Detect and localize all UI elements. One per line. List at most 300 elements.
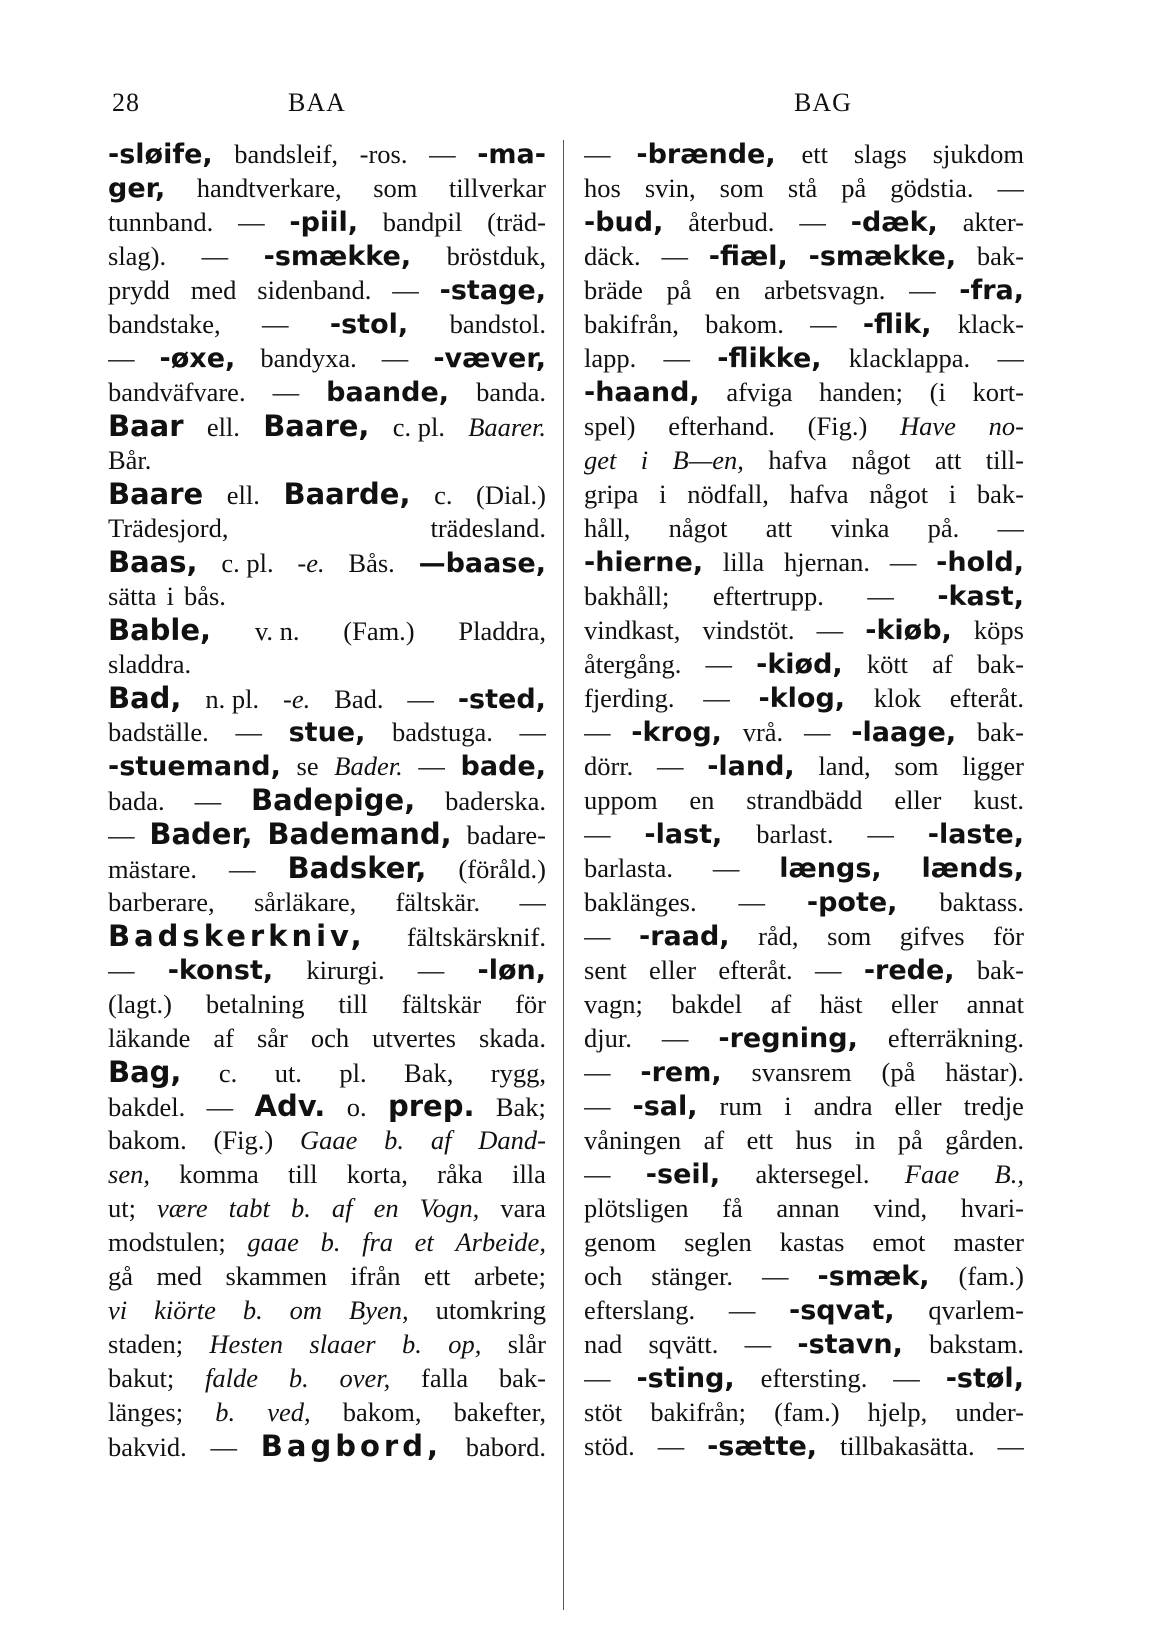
word: komma — [179, 1159, 259, 1189]
headword: Baas, — [108, 545, 198, 579]
word: hjernan. — [783, 547, 871, 577]
word: — — [519, 717, 546, 747]
word: bakut; — [108, 1363, 175, 1393]
text-line — [108, 1429, 546, 1463]
left-guide-word: BAA — [288, 88, 346, 117]
word: en — [715, 275, 741, 305]
word: köps — [973, 615, 1024, 645]
word: — — [889, 547, 917, 577]
word: Pladdra, — [458, 616, 546, 646]
word: Gaae — [299, 1125, 358, 1155]
word: sår — [256, 1023, 288, 1053]
word: för — [993, 921, 1024, 951]
word: vind, — [873, 1193, 928, 1223]
word: (fam.) — [774, 1397, 840, 1427]
word: med — [156, 1261, 203, 1291]
word: badare- — [466, 820, 546, 850]
text-line — [108, 1157, 546, 1191]
word: — — [584, 1091, 611, 1121]
word: gödstia. — [890, 173, 974, 203]
word: efteråt. — [718, 955, 793, 985]
word: något — [869, 479, 929, 509]
headword: Badepige, — [251, 783, 416, 817]
word: (i — [929, 377, 946, 407]
word: barlast. — [756, 819, 834, 849]
headword: -bud, — [584, 207, 664, 238]
word: — — [229, 854, 256, 884]
word: i — [659, 479, 667, 509]
word: vinka — [830, 513, 890, 543]
word: vagn; — [584, 989, 643, 1019]
word: kort- — [972, 377, 1024, 407]
word: aktersegel. — [755, 1159, 870, 1189]
page-header — [112, 88, 1047, 128]
word: stänger. — [651, 1261, 733, 1291]
text-line — [584, 1157, 1024, 1191]
word: — — [728, 1295, 756, 1325]
word: hvari- — [960, 1193, 1024, 1223]
word: (föråld.) — [458, 854, 546, 884]
headword: -fiæl, — [708, 241, 788, 272]
word: hus — [795, 1125, 833, 1155]
word: af — [213, 1023, 234, 1053]
word: råd, — [758, 921, 799, 951]
word: ved, — [267, 1397, 311, 1427]
word: vindkast, — [584, 615, 681, 645]
word: vrå. — [742, 717, 784, 747]
word: ligger — [962, 751, 1024, 781]
headword: -smække, — [263, 241, 412, 272]
text-line — [108, 1395, 546, 1429]
word: — — [584, 717, 611, 747]
word: v. n. — [254, 616, 300, 646]
word: bakstam. — [929, 1329, 1024, 1359]
headword: -kiøb, — [865, 615, 952, 646]
word: hafva — [789, 479, 849, 509]
word: badställe. — [108, 717, 209, 747]
text-line — [108, 1225, 546, 1259]
left-column — [108, 137, 546, 1607]
text-line — [584, 239, 1024, 273]
headword: -sal, — [632, 1091, 698, 1122]
word: — — [584, 1363, 611, 1393]
text-line — [108, 341, 546, 375]
text-line — [584, 1361, 1024, 1395]
word: hästar). — [945, 1057, 1024, 1087]
word: B—en, — [672, 445, 744, 475]
headword: -stage, — [439, 275, 546, 306]
word: korta, — [346, 1159, 408, 1189]
word: bak- — [976, 717, 1024, 747]
word: eftertrupp. — [712, 581, 824, 611]
word: bakifrån; — [650, 1397, 747, 1427]
word: gå — [108, 1261, 134, 1291]
word: bandstake, — [108, 309, 221, 339]
headword: prep. — [387, 1089, 475, 1123]
headword: -flik, — [862, 309, 932, 340]
word: fra — [362, 1227, 394, 1257]
word: hafva — [768, 445, 828, 475]
right-column — [584, 137, 1024, 1607]
word: falla — [421, 1363, 469, 1393]
word: — — [997, 1431, 1024, 1461]
word: (Fig.) — [807, 411, 868, 441]
headword: -land, — [707, 751, 795, 782]
headword: -stuemand, — [108, 751, 281, 782]
text-line — [108, 749, 546, 783]
word: eller — [890, 989, 939, 1019]
word: staden; — [108, 1329, 184, 1359]
text-line — [108, 205, 546, 239]
word: nödfall, — [687, 479, 769, 509]
text-line — [584, 647, 1024, 681]
word: något — [851, 445, 911, 475]
word: — — [867, 581, 894, 611]
word: (lagt.) — [108, 989, 173, 1019]
word: stöd. — [584, 1431, 635, 1461]
headword: Bademand, — [267, 817, 452, 851]
word: och — [584, 1261, 623, 1291]
word: till — [288, 1159, 318, 1189]
word: (träd- — [487, 207, 546, 237]
word: — — [206, 1092, 234, 1122]
word: — — [201, 241, 229, 271]
word: — — [661, 241, 688, 271]
text-line — [584, 477, 1024, 511]
word: et — [414, 1227, 434, 1257]
word: in — [854, 1125, 876, 1155]
word: sjukdom — [932, 139, 1024, 169]
text-line — [108, 375, 546, 409]
headword: -støl, — [945, 1363, 1024, 1394]
headword: Bader, — [149, 817, 253, 851]
word: våningen — [584, 1125, 682, 1155]
text-line — [584, 545, 1024, 579]
word: bandväfvare. — [108, 377, 246, 407]
headword: ger, — [108, 173, 166, 204]
text-line — [584, 1327, 1024, 1361]
word: — — [762, 1261, 789, 1291]
word: Baarer. — [468, 412, 546, 442]
word: land, — [818, 751, 871, 781]
headword: -hierne, — [584, 547, 704, 578]
word: — — [663, 343, 691, 373]
word: banda. — [476, 377, 546, 407]
word: fältskär — [401, 989, 482, 1019]
word: däck. — [584, 241, 641, 271]
word: en — [689, 785, 715, 815]
word: c. — [434, 480, 453, 510]
word: Bår. — [108, 445, 152, 475]
word: — — [210, 1432, 238, 1462]
headword: -fra, — [959, 275, 1024, 306]
word: ett — [423, 1261, 451, 1291]
word: — — [705, 649, 732, 679]
word: bakvid. — [108, 1432, 187, 1462]
word: bräde — [584, 275, 643, 305]
headword: stue, — [288, 717, 366, 748]
word: kött — [866, 649, 909, 679]
word: sent — [584, 955, 627, 985]
word: — — [799, 207, 826, 237]
word: — — [703, 683, 730, 713]
text-line — [584, 273, 1024, 307]
word: bada. — [108, 786, 165, 816]
headword: Bable, — [108, 613, 212, 647]
text-line — [584, 749, 1024, 783]
word: bakdel. — [108, 1092, 186, 1122]
word: bås. — [183, 581, 226, 611]
headword: -dæk, — [850, 207, 938, 238]
word: afviga — [726, 377, 793, 407]
word: fältskärsknif. — [406, 922, 546, 952]
word: i — [640, 445, 649, 475]
word: qvarlem- — [928, 1295, 1024, 1325]
headword: -laste, — [927, 819, 1024, 850]
word: fjerding. — [584, 683, 675, 713]
text-line — [108, 851, 546, 885]
word: till- — [985, 445, 1024, 475]
word: Trädesjord, — [108, 513, 229, 543]
word: slag). — [108, 241, 167, 271]
word: illa — [512, 1159, 546, 1189]
word: b. — [401, 1329, 422, 1359]
word: Arbeide, — [455, 1227, 546, 1257]
text-line — [584, 1055, 1024, 1089]
headword: -ma- — [477, 139, 546, 170]
word: klok — [873, 683, 921, 713]
word: efterhand. — [668, 411, 775, 441]
word: ell. — [206, 412, 240, 442]
word: no- — [988, 411, 1024, 441]
text-line — [584, 205, 1024, 239]
word: Bader. — [334, 751, 403, 781]
word: nad — [584, 1329, 623, 1359]
headword: -konst, — [167, 955, 274, 986]
word: -ros. — [359, 139, 408, 169]
text-line — [108, 885, 546, 919]
text-line — [108, 477, 546, 511]
word: tredje — [963, 1091, 1024, 1121]
headword: -raad, — [639, 921, 730, 952]
word: barlasta. — [584, 853, 674, 883]
word: Bak; — [495, 1092, 546, 1122]
headword: Baare — [108, 477, 204, 511]
headword: -sløife, — [108, 139, 213, 170]
word: bakdel — [671, 989, 743, 1019]
word: — — [657, 1431, 685, 1461]
word: uppom — [584, 785, 658, 815]
word: annat — [966, 989, 1024, 1019]
word: utomkring — [435, 1295, 546, 1325]
word: vindstöt. — [702, 615, 795, 645]
word: stå — [787, 173, 818, 203]
word: vara — [500, 1193, 546, 1223]
word: være — [157, 1193, 208, 1223]
word: get — [584, 445, 617, 475]
word: arbete; — [473, 1261, 546, 1291]
text-line — [108, 817, 546, 851]
headword: -regning, — [718, 1023, 858, 1054]
word: tillbakasätta. — [839, 1431, 975, 1461]
word: ut. — [274, 1058, 302, 1088]
word: b. — [215, 1397, 236, 1427]
text-line — [584, 137, 1024, 171]
word: — — [584, 1057, 611, 1087]
word: klack- — [957, 309, 1024, 339]
word: mästare. — [108, 854, 198, 884]
word: — — [584, 921, 611, 951]
text-line — [584, 1021, 1024, 1055]
word: over, — [339, 1363, 391, 1393]
word: slaaer — [309, 1329, 376, 1359]
headword: Badsker, — [287, 851, 427, 885]
word: fältskär. — [395, 887, 481, 917]
word: gripa — [584, 479, 639, 509]
text-line — [584, 613, 1024, 647]
word: — — [997, 343, 1024, 373]
word: om — [289, 1295, 323, 1325]
text-line — [584, 885, 1024, 919]
word: — — [997, 173, 1024, 203]
word: lilla — [722, 547, 765, 577]
text-line — [584, 1123, 1024, 1157]
word: — — [997, 513, 1024, 543]
word: ett — [746, 1125, 774, 1155]
word: master — [953, 1227, 1024, 1257]
word: djur. — [584, 1023, 632, 1053]
text-line — [108, 613, 546, 647]
word: till — [338, 989, 368, 1019]
word: i — [948, 479, 957, 509]
word: o. — [346, 1092, 367, 1122]
word: efteråt. — [949, 683, 1024, 713]
headword: -brænde, — [636, 139, 776, 170]
word: tillverkar — [448, 173, 546, 203]
word: återgång. — [584, 649, 682, 679]
word: på — [897, 1125, 923, 1155]
text-line — [584, 579, 1024, 613]
word: i — [784, 1091, 792, 1121]
text-line — [108, 171, 546, 205]
text-line — [584, 1089, 1024, 1123]
word: — — [417, 955, 445, 985]
word: prydd — [108, 275, 170, 305]
text-line — [108, 1055, 546, 1089]
word: bakefter, — [453, 1397, 546, 1427]
word: — — [238, 207, 265, 237]
word: som — [827, 921, 872, 951]
text-line — [108, 647, 546, 681]
word: akter- — [962, 207, 1024, 237]
word: falde — [205, 1363, 259, 1393]
word: återbud. — [688, 207, 775, 237]
word: bröstduk, — [446, 241, 546, 271]
word: att — [934, 445, 962, 475]
word: på — [666, 275, 692, 305]
word: seglen — [684, 1227, 752, 1257]
text-line — [108, 919, 546, 953]
text-line — [108, 1123, 546, 1157]
word: rum — [719, 1091, 763, 1121]
headword: -øxe, — [159, 343, 236, 374]
word: Dand- — [478, 1125, 546, 1155]
word: som — [719, 173, 764, 203]
word: gården. — [945, 1125, 1024, 1155]
word: och — [310, 1023, 350, 1053]
word: i — [166, 581, 174, 611]
word: sladdra. — [108, 649, 192, 679]
word: ifrån — [350, 1261, 401, 1291]
word: eller — [894, 1091, 942, 1121]
word: emot — [872, 1227, 926, 1257]
text-line — [108, 443, 546, 477]
word: — — [810, 309, 837, 339]
word: — — [584, 139, 611, 169]
word: ett — [801, 139, 828, 169]
word: Bak, — [404, 1058, 454, 1088]
headword: -sætte, — [707, 1431, 818, 1462]
word: — — [429, 139, 456, 169]
word: pl. — [339, 1058, 367, 1088]
word: — — [381, 343, 409, 373]
headword: -laage, — [851, 717, 957, 748]
word: under- — [955, 1397, 1024, 1427]
word: bandpil — [382, 207, 463, 237]
word: bakom, — [342, 1397, 422, 1427]
text-line — [584, 1395, 1024, 1429]
word: — — [272, 377, 300, 407]
text-line — [584, 1225, 1024, 1259]
word: sätta — [108, 581, 157, 611]
word: — — [712, 853, 740, 883]
text-line — [108, 239, 546, 273]
text-line — [584, 307, 1024, 341]
text-line — [584, 341, 1024, 375]
word: sårläkare, — [253, 887, 357, 917]
word: vi — [108, 1295, 128, 1325]
word: b. — [242, 1295, 263, 1325]
word: skammen — [225, 1261, 328, 1291]
text-line — [584, 1191, 1024, 1225]
headword: -væver, — [433, 343, 546, 374]
word: råka — [437, 1159, 483, 1189]
headword: Badskerkniv, — [108, 919, 366, 953]
word: B., — [994, 1159, 1024, 1189]
word: op, — [448, 1329, 482, 1359]
text-line — [584, 443, 1024, 477]
column-divider — [563, 140, 564, 1610]
word: trädesland. — [430, 513, 546, 543]
word: — — [657, 751, 684, 781]
word: baklänges. — [584, 887, 697, 917]
word: länges; — [108, 1397, 184, 1427]
word: bandyxa. — [260, 343, 357, 373]
text-line — [584, 375, 1024, 409]
text-line — [108, 1361, 546, 1395]
headword: Bag, — [108, 1055, 182, 1089]
word: slår — [507, 1329, 546, 1359]
word: af — [932, 649, 953, 679]
word: tabt — [228, 1193, 270, 1223]
word: — — [738, 887, 765, 917]
word: af — [331, 1193, 353, 1223]
word: svansrem — [751, 1057, 852, 1087]
headword: lænds, — [921, 853, 1024, 884]
text-line — [584, 919, 1024, 953]
word: c. pl. — [221, 548, 274, 578]
word: — — [909, 275, 936, 305]
